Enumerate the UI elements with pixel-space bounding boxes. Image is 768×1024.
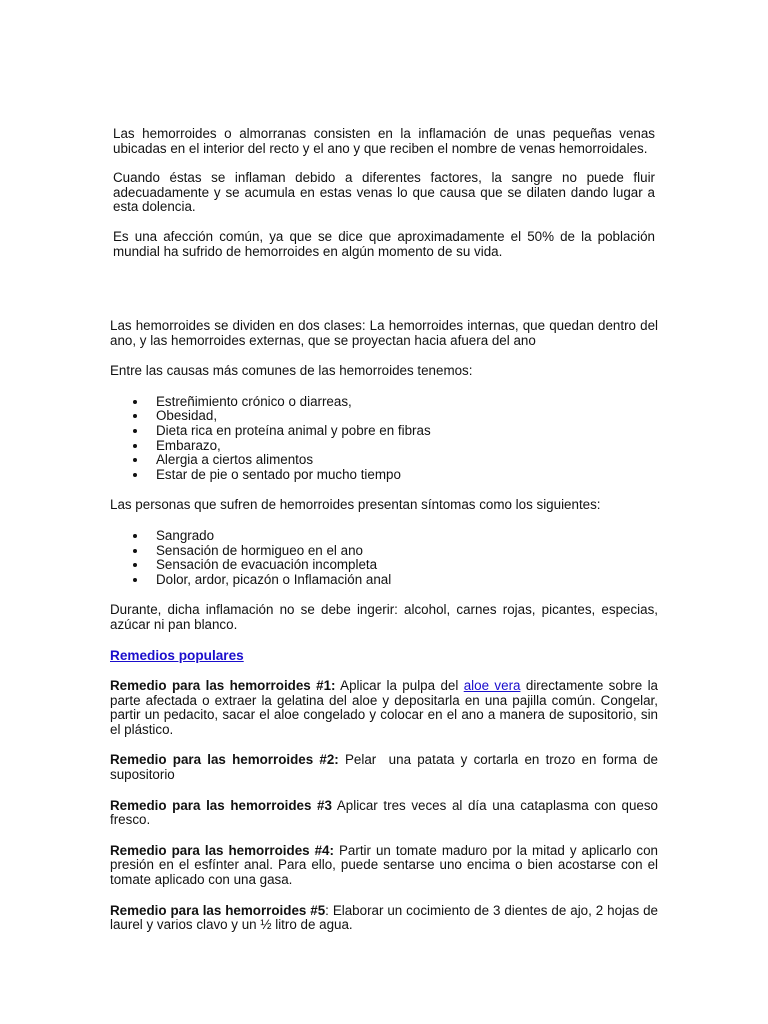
remedy-1 (110, 679, 658, 737)
remedy-2 (110, 752, 662, 783)
remedy-1-text-pre: Aplicar la pulpa del (335, 678, 464, 694)
list-item: Sensación de hormigueo en el ano (156, 544, 658, 559)
remedy-3-label: Remedio para las hemorroides #3 (110, 797, 332, 813)
list-item: Sensación de evacuación incompleta (156, 558, 658, 573)
causes-intro: Entre las causas más comunes de las hemorroides tenemos: (110, 363, 473, 379)
symptoms-intro: Las personas que sufren de hemorroides presentan síntomas como los siguientes: (110, 497, 601, 513)
classes-paragraph: Las hemorroides se dividen en dos clases: La hemorroides internas, que quedan dentro del ano, y las hemorroides externas, que se proyectan hacia afuera del ano (110, 318, 658, 348)
list-item: Estreñimiento crónico o diarreas, (156, 395, 658, 410)
remedy-5 (110, 904, 658, 933)
remedy-5-text: : Elaborar un cocimiento de 3 dientes de ajo, 2 hojas de laurel y varios clavo y un ½ litro de agua. (110, 902, 658, 933)
list-item: Obesidad, (156, 409, 658, 424)
intro-paragraph-3: Es una afección común, ya que se dice que aproximadamente el 50% de la población mundial ha sufrido de hemorroides en algún momento de su vida. (113, 228, 655, 259)
remedy-1-label: Remedio para las hemorroides #1: (110, 678, 336, 694)
intro-paragraph-1: Las hemorroides o almorranas consisten en la inflamación de unas pequeñas venas ubicadas en el interior del recto y el ano y que reciben el nombre de venas hemorroidales. (113, 126, 655, 156)
aloe-vera-link[interactable]: aloe vera (463, 678, 521, 694)
symptoms-list (110, 529, 658, 587)
remedy-3-text: Aplicar tres veces al día una cataplasma con queso fresco. (110, 797, 658, 828)
list-item: Alergia a ciertos alimentos (156, 453, 658, 468)
intro-section (113, 127, 655, 274)
causes-list (110, 395, 658, 483)
list-item: Sangrado (156, 529, 658, 544)
remedy-2-label: Remedio para las hemorroides #2: (110, 752, 339, 768)
list-item: Dolor, ardor, picazón o Inflamación anal (156, 573, 658, 588)
diet-paragraph: Durante, dicha inflamación no se debe ingerir: alcohol, carnes rojas, picantes, especias, azúcar ni pan blanco. (110, 602, 658, 632)
intro-paragraph-2: Cuando éstas se inflaman debido a diferentes factores, la sangre no puede fluir adecuadamente y se acumula en estas venas lo que causa que se dilaten dando lugar a esta dolencia. (113, 170, 655, 215)
main-content (110, 318, 662, 949)
remedy-4-label: Remedio para las hemorroides #4: (110, 842, 334, 858)
list-item: Embarazo, (156, 439, 658, 454)
remedy-1-text-post: directamente sobre la parte afectada o extraer la gelatina del aloe y depositarla en una pajilla común. Congelar, partir un pedacito, sacar el aloe congelado y colocar en el ano a manera de supositorio, sin el plástico. (110, 678, 658, 737)
remedies-heading-link[interactable]: Remedios populares (110, 647, 244, 663)
remedy-3 (110, 799, 658, 828)
list-item: Estar de pie o sentado por mucho tiempo (156, 468, 658, 483)
remedy-4 (110, 844, 658, 888)
remedies-heading (110, 649, 658, 664)
list-item: Dieta rica en proteína animal y pobre en fibras (156, 424, 658, 439)
remedy-4-text: Partir un tomate maduro por la mitad y aplicarlo con presión en el esfínter anal. Para ello, puede sentarse uno encima o bien acostarse con el tomate aplicado con una gasa. (110, 842, 658, 888)
remedy-5-label: Remedio para las hemorroides #5 (110, 902, 326, 918)
remedy-2-text: Pelar una patata y cortarla en trozo en forma de supositorio (110, 752, 662, 783)
